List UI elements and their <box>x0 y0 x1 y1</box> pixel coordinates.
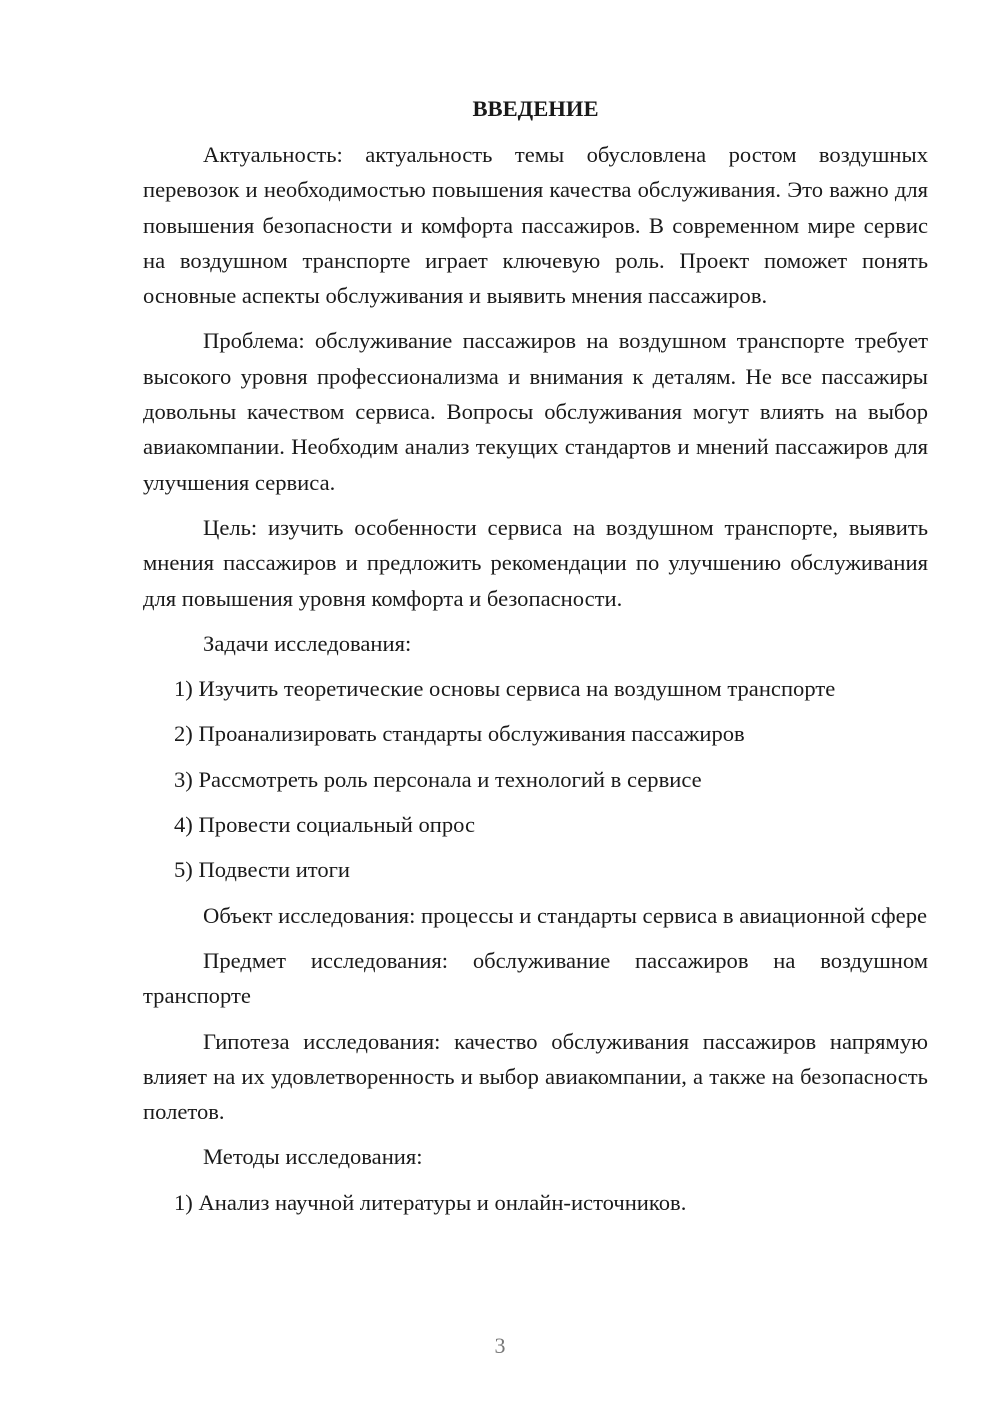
method-item: 1) Анализ научной литературы и онлайн-источников. <box>174 1189 687 1215</box>
page-title: ВВЕДЕНИЕ <box>472 96 599 121</box>
hypothesis-paragraph: Гипотеза исследования: качество обслуживания пассажиров напрямую влияет на их удовлетворенность и выбор авиакомпании, а также на безопасность полетов. <box>143 1028 928 1125</box>
subject-paragraph: Предмет исследования: обслуживание пассажиров на воздушном транспорте <box>143 947 928 1009</box>
task-item: 2) Проанализировать стандарты обслуживания пассажиров <box>174 721 745 747</box>
page-number: 3 <box>494 1333 506 1358</box>
tasks-heading: Задачи исследования: <box>203 630 412 656</box>
object-paragraph: Объект исследования: процессы и стандарты сервиса в авиационной сфере <box>203 902 928 928</box>
methods-heading: Методы исследования: <box>203 1144 423 1170</box>
task-item: 1) Изучить теоретические основы сервиса на воздушном транспорте <box>174 676 836 702</box>
task-item: 5) Подвести итоги <box>174 857 351 883</box>
task-item: 4) Провести социальный опрос <box>174 812 476 838</box>
task-item: 3) Рассмотреть роль персонала и технологий в сервисе <box>174 766 702 792</box>
document-page <box>143 90 928 1230</box>
relevance-paragraph: Актуальность: актуальность темы обусловлена ростом воздушных перевозок и необходимостью повышения качества обслуживания. Это важно для повышения безопасности и комфорта пассажиров. В современном мире сервис на воздушном транспорте играет ключевую роль. Проект поможет понять основные аспекты обслуживания и выявить мнения пассажиров. <box>143 142 928 309</box>
problem-paragraph: Проблема: обслуживание пассажиров на воздушном транспорте требует высокого уровня профессионализма и внимания к деталям. Не все пассажиры довольны качеством сервиса. Вопросы обслуживания могут влиять на выбор авиакомпании. Необходим анализ текущих стандартов и мнений пассажиров для улучшения сервиса. <box>143 328 928 495</box>
goal-paragraph: Цель: изучить особенности сервиса на воздушном транспорте, выявить мнения пассажиров и предложить рекомендации по улучшению обслуживания для повышения уровня комфорта и безопасности. <box>143 514 928 611</box>
